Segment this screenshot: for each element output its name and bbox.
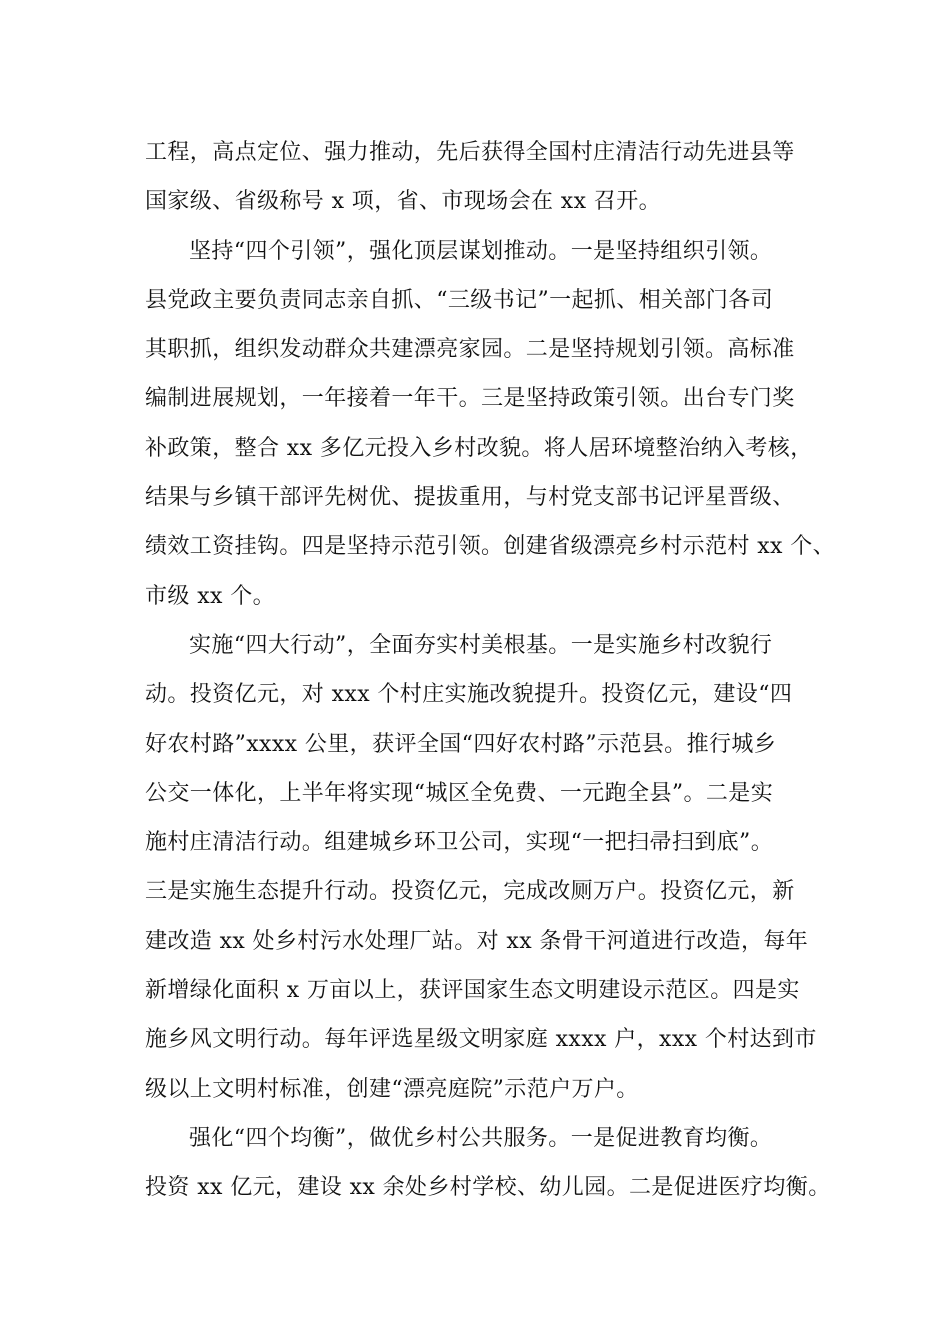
text-line: 结果与乡镇干部评先树优、提拔重用，与村党支部书记评星晋级、	[145, 485, 795, 511]
text-line: 新增绿化面积 x 万亩以上，获评国家生态文明建设示范区。四是实	[145, 978, 800, 1004]
text-line: 国家级、省级称号 x 项，省、市现场会在 xx 召开。	[145, 189, 661, 215]
paragraph-first-line: 坚持“四个引领”，强化顶层谋划推动。一是坚持组织引领。	[189, 238, 773, 264]
text-line: 建改造 xx 处乡村污水处理厂站。对 xx 条骨干河道进行改造，每年	[145, 928, 809, 954]
text-line: 级以上文明村标准，创建“漂亮庭院”示范户万户。	[145, 1076, 639, 1102]
text-line: 县党政主要负责同志亲自抓、“三级书记”一起抓、相关部门各司	[145, 287, 774, 313]
text-line: 好农村路”xxxx 公里，获评全国“四好农村路”示范县。推行城乡	[145, 731, 777, 757]
paragraph-first-line: 强化“四个均衡”，做优乡村公共服务。一是促进教育均衡。	[189, 1125, 773, 1151]
text-line: 工程，高点定位、强力推动，先后获得全国村庄清洁行动先进县等	[145, 140, 795, 165]
text-line: 补政策，整合 xx 多亿元投入乡村改貌。将人居环境整治纳入考核，	[145, 435, 813, 461]
text-line: 编制进展规划，一年接着一年干。三是坚持政策引领。出台专门奖	[145, 386, 795, 412]
text-line: 市级 xx 个。	[145, 583, 276, 609]
text-line: 施乡风文明行动。每年评选星级文明家庭 xxxx 户，xxx 个村达到市	[145, 1027, 817, 1053]
text-line: 施村庄清洁行动。组建城乡环卫公司，实现“一把扫帚扫到底”。	[145, 830, 774, 856]
text-line: 三是实施生态提升行动。投资亿元，完成改厕万户。投资亿元，新	[145, 879, 795, 905]
text-line: 其职抓，组织发动群众共建漂亮家园。二是坚持规划引领。高标准	[145, 337, 795, 363]
paragraph-first-line: 实施“四大行动”，全面夯实村美根基。一是实施乡村改貌行	[189, 632, 773, 658]
text-line: 公交一体化，上半年将实现“城区全免费、一元跑全县”。二是实	[145, 780, 774, 806]
text-line: 动。投资亿元，对 xxx 个村庄实施改貌提升。投资亿元，建设“四	[145, 682, 793, 708]
text-line: 绩效工资挂钩。四是坚持示范引领。创建省级漂亮乡村示范村 xx 个、	[145, 534, 836, 560]
text-line: 投资 xx 亿元，建设 xx 余处乡村学校、幼儿园。二是促进医疗均衡。	[145, 1175, 831, 1201]
document-body	[145, 128, 845, 1213]
